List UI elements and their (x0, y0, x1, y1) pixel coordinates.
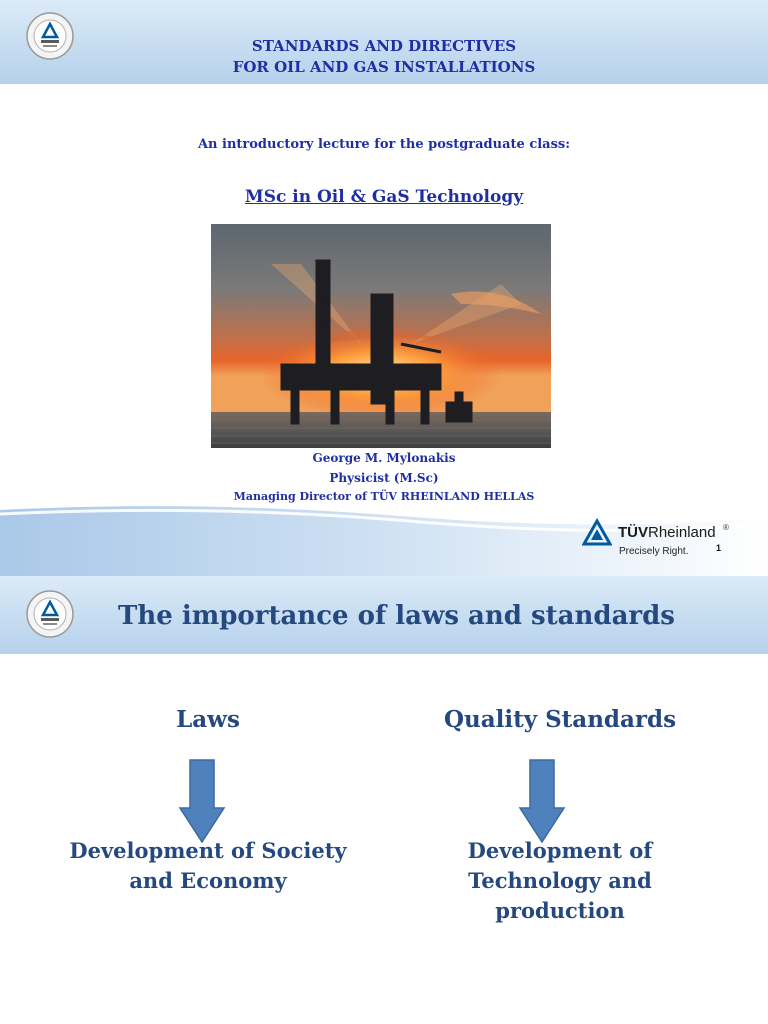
author-role: Managing Director of TÜV RHEINLAND HELLAS (233, 490, 535, 503)
author-name: George M. Mylonakis (312, 451, 456, 465)
author-title: Physicist (M.Sc) (329, 471, 439, 485)
header-divider (0, 84, 768, 87)
laws-outcome (48, 836, 368, 896)
tuv-triangle-logo-icon (582, 518, 612, 548)
slide-laws-standards (0, 576, 768, 1024)
oil-rig-sunset-photo (211, 224, 551, 448)
tuv-certification-seal-icon (26, 590, 74, 638)
tuv-tagline: Precisely Right. (619, 546, 689, 557)
laws-heading: Laws (176, 706, 240, 733)
slide-title-line2: FOR OIL AND GAS INSTALLATIONS (232, 58, 536, 76)
registered-mark: ® (723, 523, 729, 532)
header-divider (0, 654, 768, 657)
down-arrow-icon (518, 758, 566, 844)
standards-outcome-line2: Technology and (468, 868, 652, 893)
laws-outcome-line2: and Economy (129, 868, 287, 893)
standards-outcome-line1: Development of (467, 838, 653, 863)
down-arrow-icon (178, 758, 226, 844)
laws-outcome-line1: Development of Society (69, 838, 347, 863)
slide-title-line1: STANDARDS AND DIRECTIVES (251, 37, 517, 55)
tuv-brand-name: TÜVRheinland (618, 524, 716, 541)
standards-outcome (420, 836, 700, 926)
page-number: 1 (716, 543, 722, 553)
tuv-brand (582, 518, 732, 564)
course-name: MSc in Oil & GaS Technology (244, 187, 524, 207)
standards-outcome-line3: production (495, 898, 625, 923)
lecture-subtitle: An introductory lecture for the postgraduate class: (197, 137, 571, 152)
slide-title: The importance of laws and standards (118, 601, 675, 631)
quality-standards-heading: Quality Standards (443, 706, 677, 733)
